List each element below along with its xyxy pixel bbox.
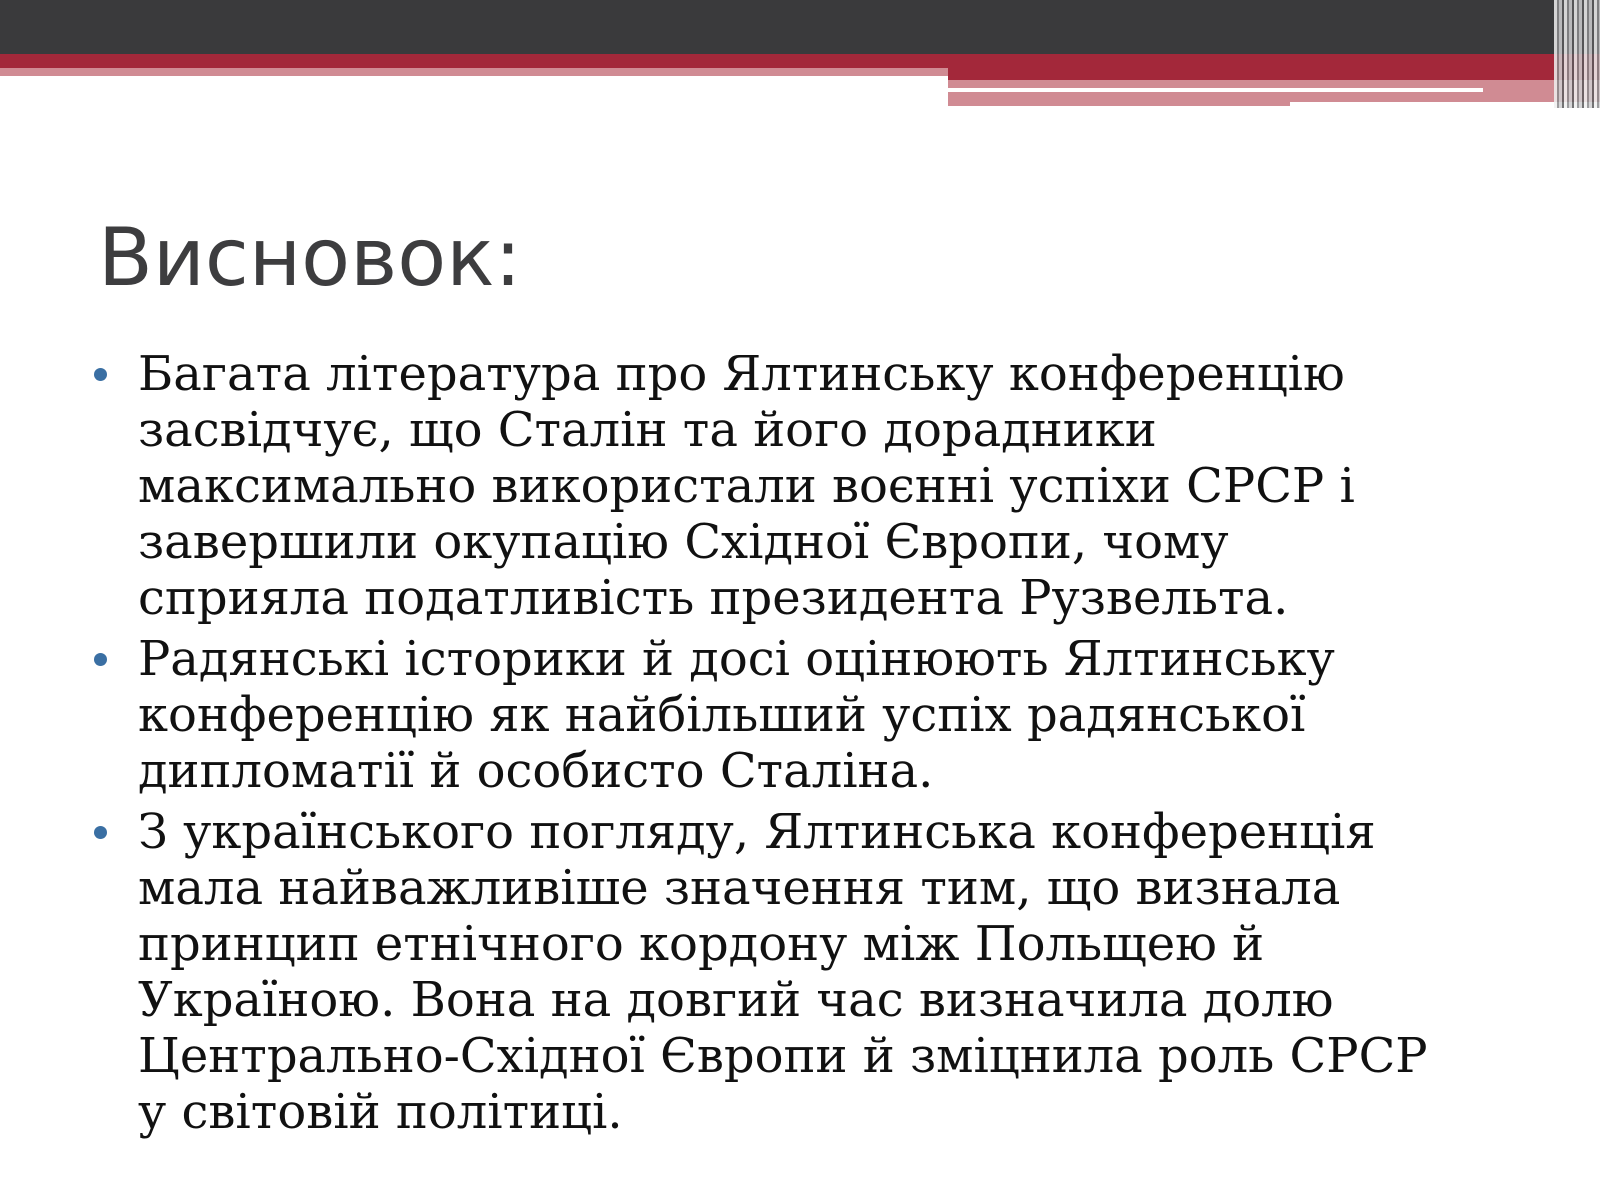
- bullet-dot-icon: [94, 653, 107, 666]
- bullet-text-line: у світовій політиці.: [138, 1084, 623, 1140]
- bullet-text-line: Україною. Вона на довгий час визначила долю: [138, 972, 1334, 1028]
- header-edge-stripes: [1554, 0, 1600, 108]
- header-red-band-right: [948, 68, 1600, 80]
- bullet-text-line: Багата література про Ялтинську конференцію: [138, 346, 1345, 402]
- bullet-dot-icon: [94, 826, 107, 839]
- bullet-item: [90, 804, 1590, 1140]
- header-red-band: [0, 54, 1600, 68]
- bullet-list: [90, 346, 1590, 1145]
- bullet-dot-icon: [94, 368, 107, 381]
- bullet-text-line: конференцію як найбільший успіх радянської: [138, 687, 1306, 743]
- bullet-text-line: Центрально-Східної Європи й зміцнила роль СРСР: [138, 1028, 1428, 1084]
- bullet-text-line: дипломатії й особисто Сталіна.: [138, 743, 934, 799]
- header-divider-line: [948, 88, 1483, 92]
- bullet-text-line: максимально використали воєнні успіхи СРСР і: [138, 458, 1355, 514]
- bullet-text-line: принцип етнічного кордону між Польщею й: [138, 916, 1265, 972]
- bullet-text-line: Радянські історики й досі оцінюють Ялтинську: [138, 631, 1335, 687]
- header-pink-band-left: [0, 68, 948, 76]
- bullet-item: [90, 346, 1590, 626]
- bullet-item: [90, 631, 1590, 799]
- bullet-text-line: З українського погляду, Ялтинська конференція: [138, 804, 1376, 860]
- bullet-text-line: засвідчує, що Сталін та його дорадники: [138, 402, 1157, 458]
- bullet-text-line: мала найважливіше значення тим, що визнала: [138, 860, 1341, 916]
- bullet-text-line: сприяла податливість президента Рузвельта.: [138, 570, 1289, 626]
- header-dark-band: [0, 0, 1600, 54]
- slide-title: Висновок:: [98, 211, 522, 304]
- bullet-text-line: завершили окупацію Східної Європи, чому: [138, 514, 1229, 570]
